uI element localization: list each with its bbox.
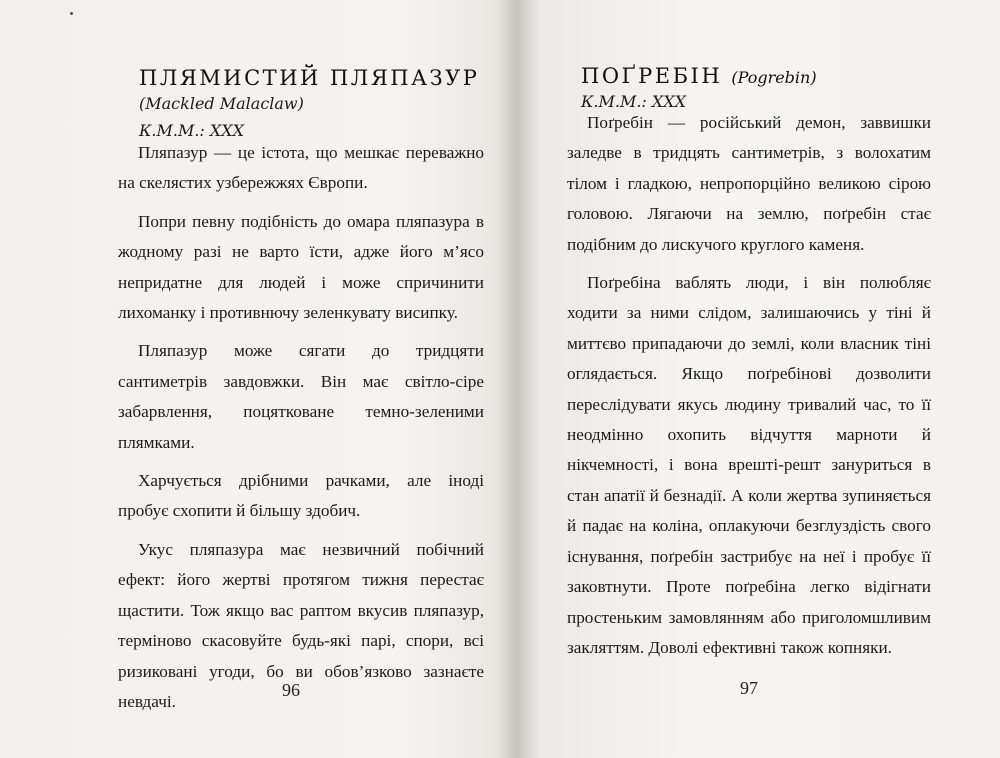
left-paragraph-2: Попри певну подібність до омара пляпазура в жодному разі не варто їсти, адже його м’ясо непридатне для людей і може спричинити лихоманку і противнючу зеленкувату висипку. [118, 211, 484, 323]
left-paragraph-3: Пляпазур може сягати до тридцяти сантиметрів завдовжки. Він має світло-сіре забарвлення, поцятковане темно-зеленими плямками. [118, 341, 484, 452]
right-paragraph-2: Поґребіна ваблять люди, і він полюбляє ходити за ними слідом, залишаючись у тіні й миттєво припадаючи до землі, коли власник тіні оглядається. Якщо поґребінові дозволити переслідувати якусь людину тривалий час, то її неодмінно охопить відчуття марноти й нікчемності, і вона врешті-решт зануриться в стан апатії й безнадії. А коли жертва зупиняється й падає на коліна, оплакуючи безглуздість свого існування, поґребін застрибує на неї і пробує її заковтнути. Проте поґребіна легко відігнати простеньким замовлянням або приголомшливим закляттям. Доволі ефективні також копняки. [567, 273, 931, 657]
right-body-text [567, 108, 931, 671]
left-classification: К.М.М.: XXX [139, 121, 245, 140]
left-paragraph-1: Пляпазур — це істота, що мешкає переважно на скелястих узбережжях Європи. [118, 143, 484, 193]
left-latin-name: (Mackled Malaclaw) [139, 94, 304, 113]
left-paragraph-4: Харчується дрібними рачками, але іноді пробує схопити й більшу здобич. [118, 471, 484, 521]
left-body-text [118, 138, 484, 725]
left-entry-title: ПЛЯМИСТИЙ ПЛЯПАЗУР [139, 66, 480, 90]
left-page-number: 96 [282, 680, 300, 700]
right-paragraph-1: Поґребін — російський демон, заввишки заледве в тридцять сантиметрів, з волохатим тілом і гладкою, непропорційно великою сірою головою. Лягаючи на землю, поґребін стає подібним до лискучого круглого каменя. [567, 113, 931, 254]
right-latin-name: (Pogrebin) [731, 68, 817, 87]
right-entry-title-line [581, 64, 817, 88]
left-paragraph-5: Укус пляпазура має незвичний побічний ефект: його жертві протягом тижня перестає щастити. Тож якщо вас раптом вкусив пляпазур, терміново скасовуйте будь-які парі, спори, всі ризиковані угоди, бо ви обов’язково зазнаєте невдачі. [118, 539, 484, 711]
right-entry-title: ПОҐРЕБІН [581, 64, 723, 88]
right-page-number: 97 [740, 678, 758, 698]
right-page [520, 0, 1000, 758]
right-classification: К.М.М.: XXX [581, 92, 687, 111]
